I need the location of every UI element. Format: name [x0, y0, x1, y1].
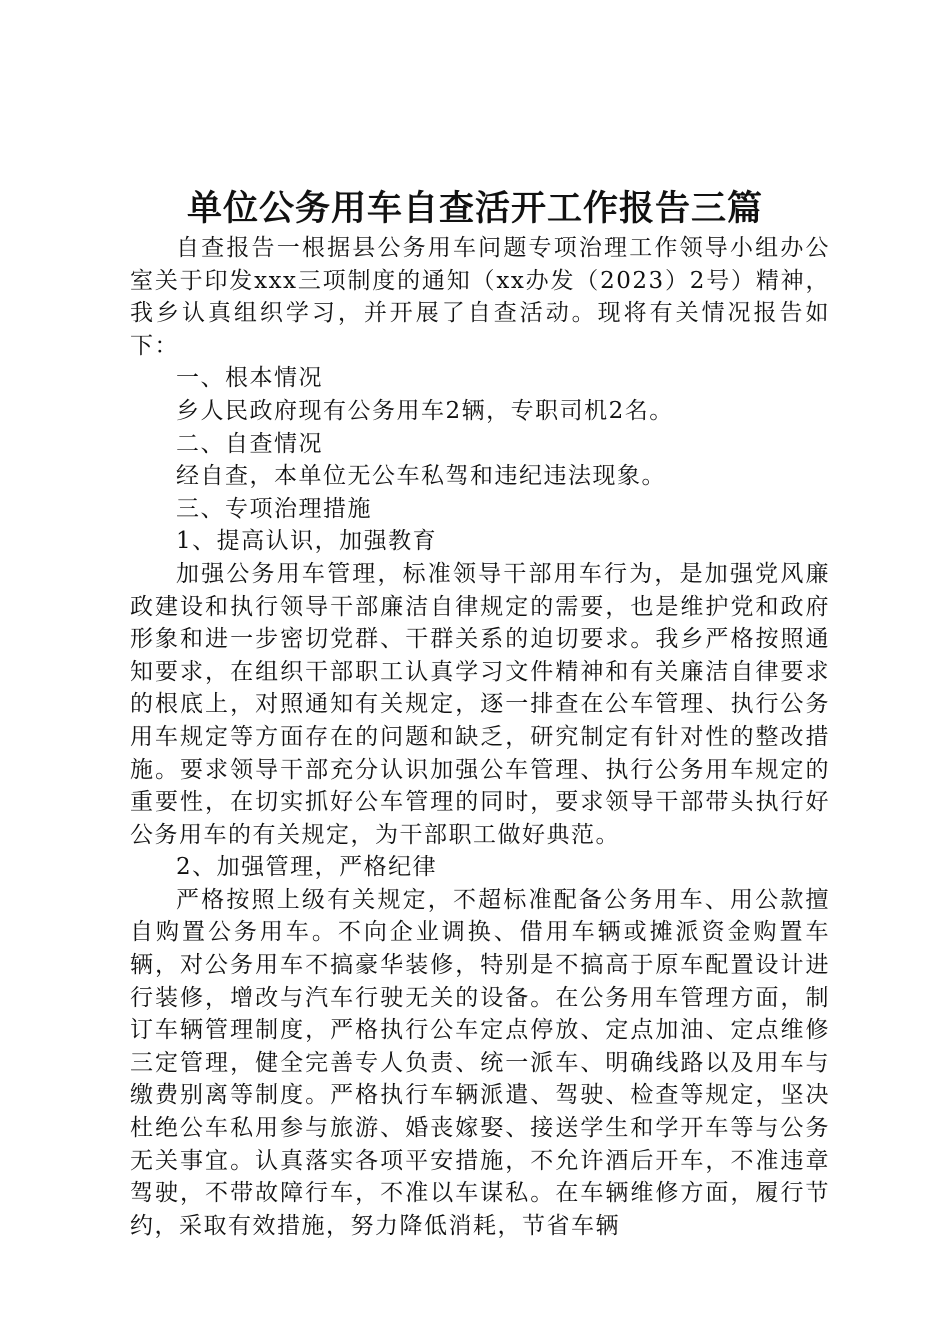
document-body: [130, 232, 830, 1242]
subheading-awareness: 1、提高认识，加强教育: [176, 528, 438, 555]
paragraph-awareness: 加强公务用车管理，标准领导干部用车行为，是加强党风廉政建设和执行领导干部廉洁自律规定的需要，也是维护党和政府形象和进一步密切党群、干群关系的迫切要求。我乡严格按照通知要求，在组织干部职工认真学习文件精神和有关廉洁自律要求的根底上，对照通知有关规定，逐一排查在公车管理、执行公务用车规定等方面存在的问题和缺乏，研究制定有针对性的整改措施。要求领导干部充分认识加强公车管理、执行公务用车规定的重要性，在切实抓好公车管理的同时，要求领导干部带头执行好公务用车的有关规定，为干部职工做好典范。: [130, 560, 830, 848]
heading-basic-situation: 一、根本情况: [176, 365, 323, 392]
heading-self-inspection: 二、自查情况: [176, 430, 323, 457]
paragraph-intro: 自查报告一根据县公务用车问题专项治理工作领导小组办公室关于印发xxx三项制度的通知（xx办发（2023）2号）精神，我乡认真组织学习，并开展了自查活动。现将有关情况报告如下：: [130, 235, 830, 359]
paragraph-management: 严格按照上级有关规定，不超标准配备公务用车、用公款擅自购置公务用车。不向企业调换、借用车辆或摊派资金购置车辆，对公务用车不搞豪华装修，特别是不搞高于原车配置设计进行装修，增改与汽车行驶无关的设备。在公务用车管理方面，制订车辆管理制度，严格执行公车定点停放、定点加油、定点维修三定管理，健全完善专人负责、统一派车、明确线路以及用车与缴费别离等制度。严格执行车辆派遣、驾驶、检查等规定，坚决杜绝公车私用参与旅游、婚丧嫁娶、接送学生和学开车等与公务无关事宜。认真落实各项平安措施，不允许酒后开车，不准违章驾驶，不带故障行车，不准以车谋私。在车辆维修方面，履行节约，采取有效措施，努力降低消耗，节省车辆: [130, 886, 830, 1239]
heading-measures: 三、专项治理措施: [176, 495, 372, 522]
paragraph-self-inspection: 经自查，本单位无公车私驾和违纪违法现象。: [176, 463, 666, 490]
document-title: 单位公务用车自查活开工作报告三篇: [186, 188, 763, 229]
subheading-management: 2、加强管理，严格纪律: [176, 854, 438, 881]
paragraph-basic-situation: 乡人民政府现有公务用车2辆，专职司机2名。: [176, 397, 674, 424]
